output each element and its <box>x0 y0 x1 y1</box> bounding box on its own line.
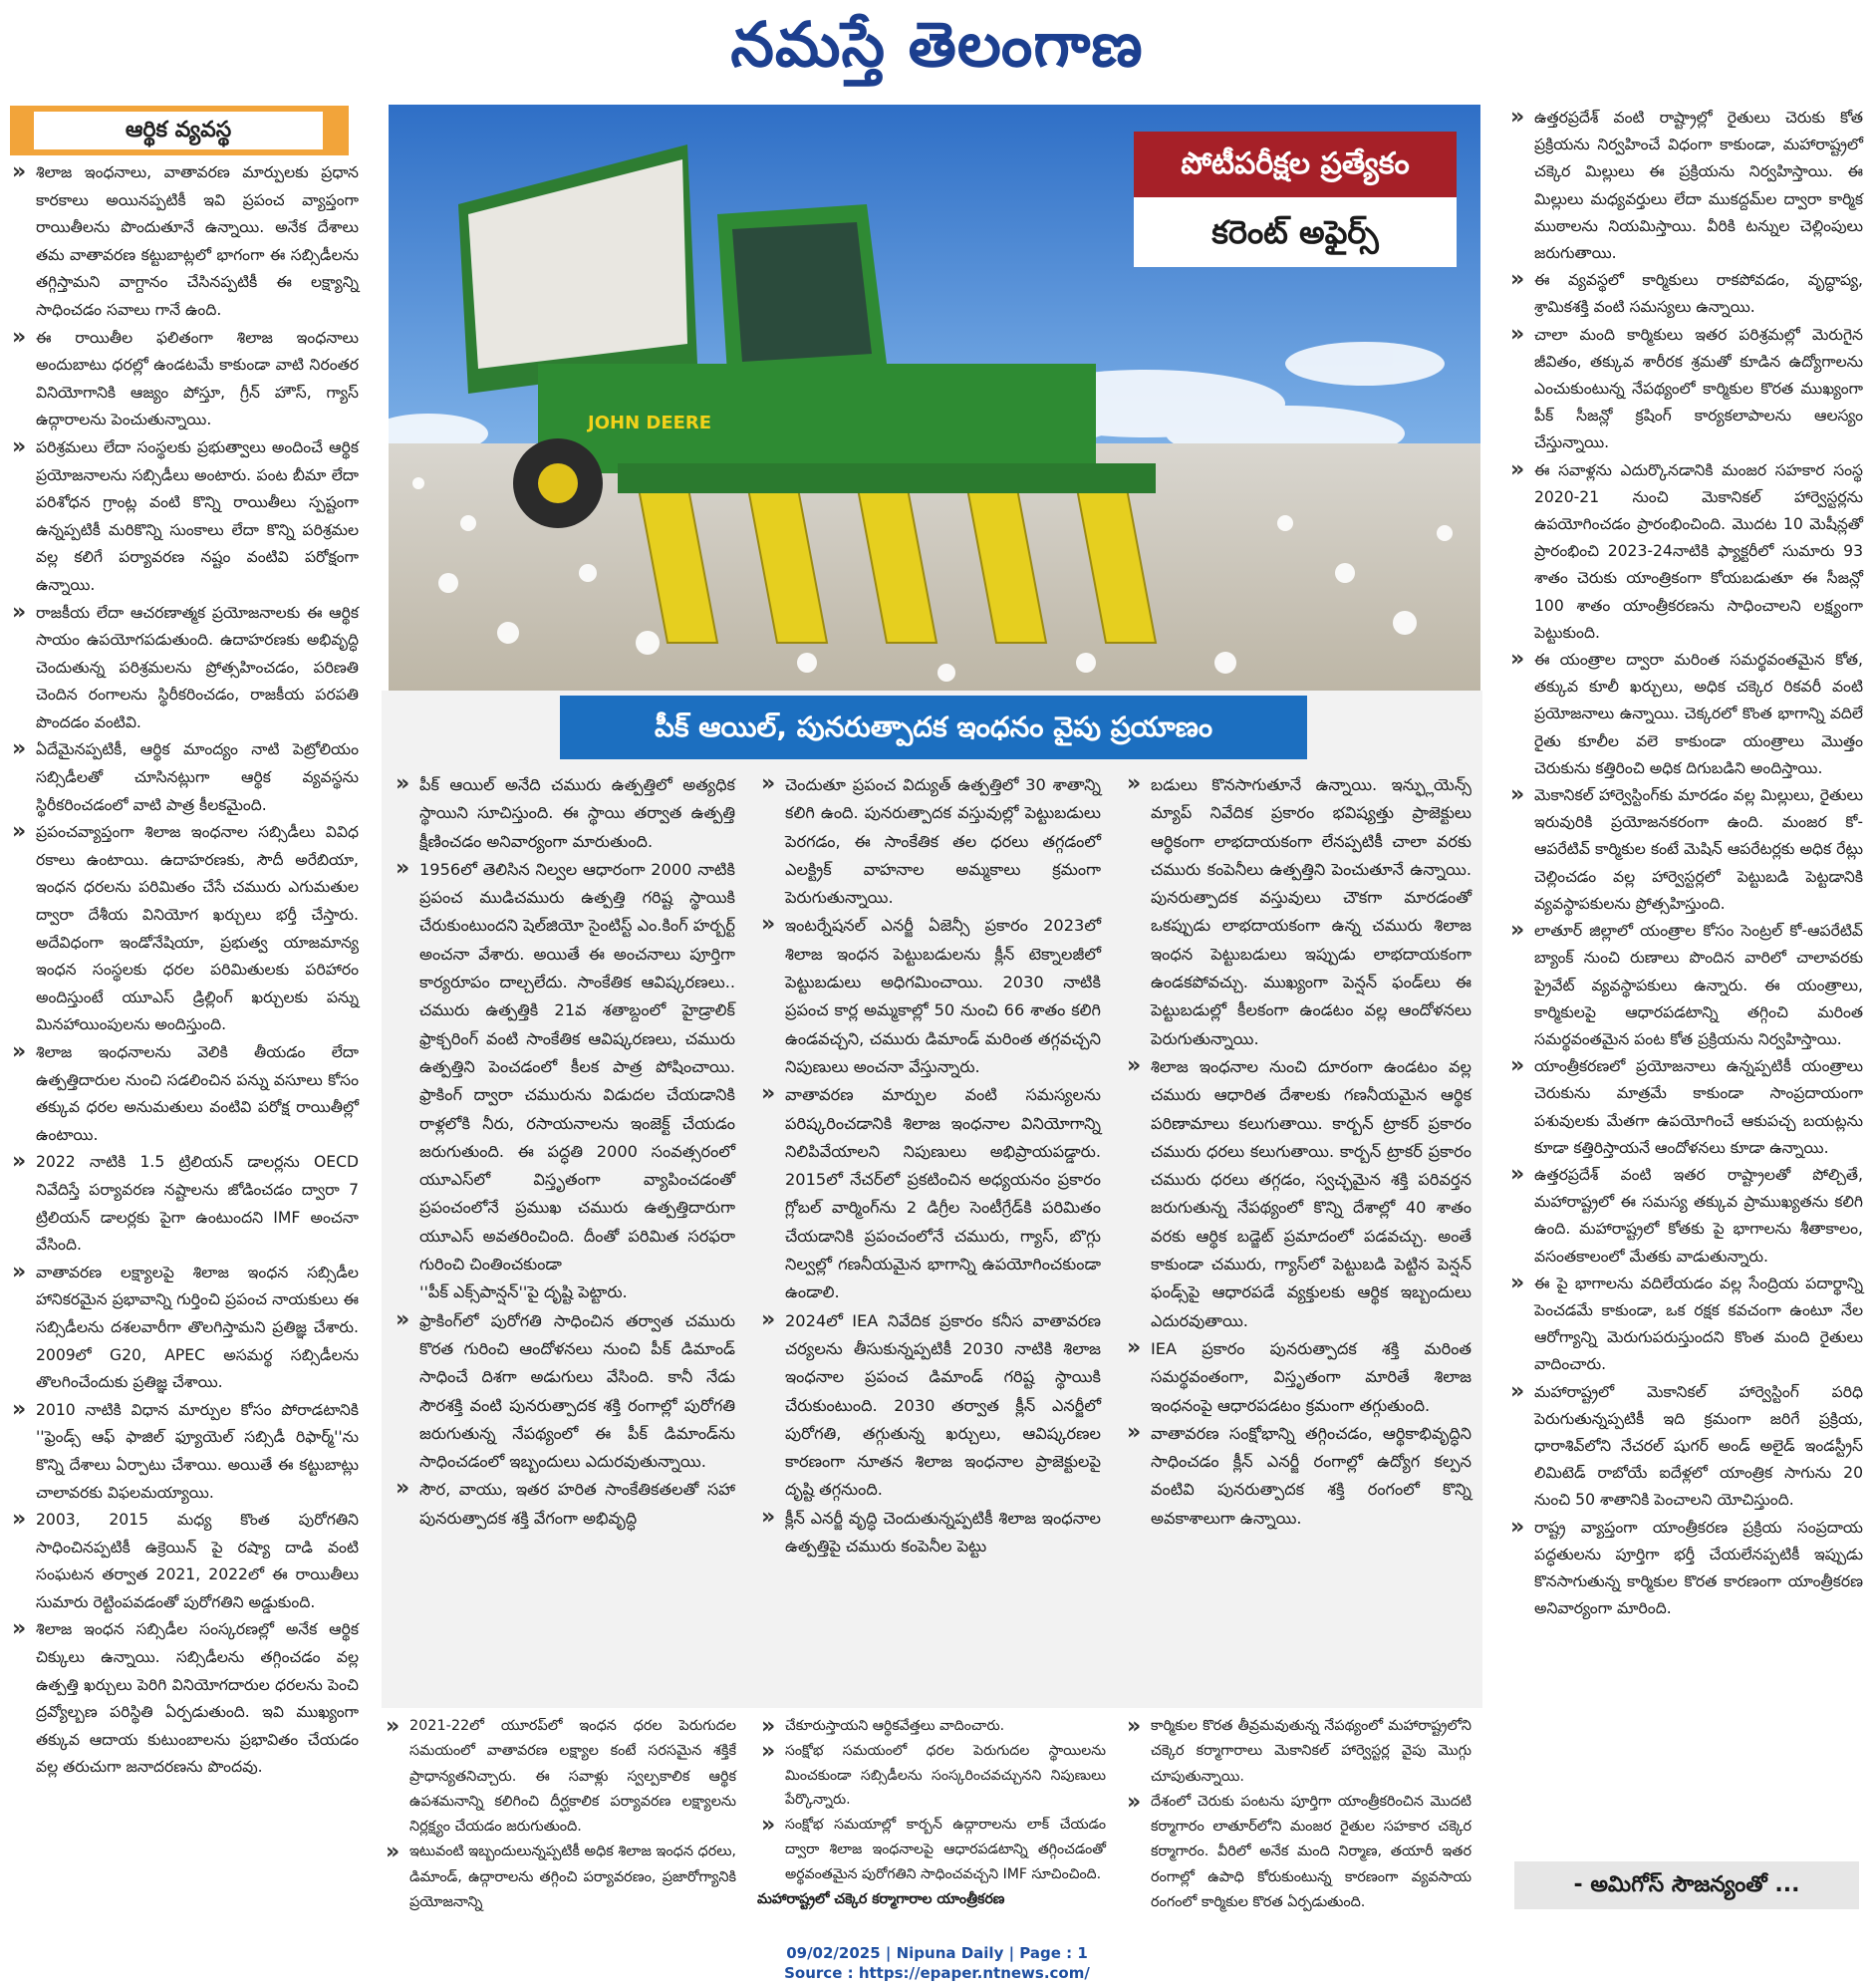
paragraph: » ఏదేమైనప్పటికీ, ఆర్థిక మాంద్యం నాటి పెట్రోలియం సబ్సిడీలతో చూసినట్లుగా ఆర్థిక వ్యవస్థను స్థిరీకరించడంలో వాటి పాత్ర కీలకమైంది. <box>8 736 359 819</box>
paragraph: » ఇటువంటి ఇబ్బందులున్నప్పటికీ అధిక శిలాజ ఇంధన ధరలు, డిమాండ్, ఉద్గారాలను తగ్గించి పర్యావరణం, ప్రజారోగ్యానికి ప్రయోజనాన్ని <box>382 1840 736 1915</box>
paragraph: » ఫ్రాకింగ్‌లో పురోగతి సాధించిన తర్వాత చమురు కొరత గురించి ఆందోళనలు నుంచి పీక్ డిమాండ్ సాధించే దిశగా అడుగులు వేసింది. కానీ నేడు సౌరశక్తి వంటి పునరుత్పాదక శక్తి రంగాల్లో పురోగతి జరుగుతున్న నేపథ్యంలో ఈ పీక్ డిమాండ్‌ను సాధించడంలో ఇబ్బందులు ఎదురవుతున్నాయి. <box>392 1307 735 1477</box>
paragraph: » రాజకీయ లేదా ఆచరణాత్మక ప్రయోజనాలకు ఈ ఆర్థిక సాయం ఉపయోగపడుతుంది. ఉదాహరణకు అభివృద్ధి చెందుతున్న పరిశ్రమలను ప్రోత్సహించడం, పరిణతి చెందిన రంగాలను స్థిరీకరించడం, రాజకీయ పరపతి పొందడం వంటివి. <box>8 600 359 737</box>
paragraph: » ఈ రాయితీల ఫలితంగా శిలాజ ఇంధనాలు అందుబాటు ధరల్లో ఉండటమే కాకుండా వాటి నిరంతర వినియోగానికి ఆజ్యం పోస్తూ, గ్రీన్ హౌస్, గ్యాస్ ఉద్గారాలను పెంచుతున్నాయి. <box>8 325 359 434</box>
article-headline: పీక్ ఆయిల్, పునరుత్పాదక ఇంధనం వైపు ప్రయాణం <box>560 696 1307 759</box>
paragraph: » 1956లో తెలిసిన నిల్వల ఆధారంగా 2000 నాటికి ప్రపంచ ముడిచమురు ఉత్పత్తి గరిష్ట స్థాయికి చేరుకుంటుందని షెల్‌జియో సైంటిస్ట్ ఎం.కింగ్ హర్బర్ట్ అంచనా వేశారు. అయితే ఈ అంచనాలు పూర్తిగా కార్యరూపం దాల్చలేదు. సాంకేతిక ఆవిష్కరణలు.. చమురు ఉత్పత్తికి 21వ శతాబ్దంలో హైడ్రాలిక్ ఫ్రాక్చరింగ్ వంటి సాంకేతిక ఆవిష్కరణలు, చమురు ఉత్పత్తిని పెంచడంలో కీలక పాత్ర పోషించాయి. ఫ్రాకింగ్ ద్వారా చమురును విడుదల చేయడానికి రాళ్లలోకి నీరు, రసాయనాలను ఇంజెక్ట్ చేయడం జరుగుతుంది. ఈ పద్ధతి 2000 సంవత్సరంలో యూఎస్‌లో విస్తృతంగా వ్యాపించడంతో ప్రపంచంలోనే ప్రముఖ చమురు ఉత్పత్తిదారుగా యూఎస్ అవతరించింది. దీంతో పరిమిత సరఫరా గురించి చింతించకుండా <box>392 856 735 1278</box>
paragraph: » ఈ వ్యవస్థలో కార్మికులు రాకపోవడం, వృద్ధాప్య, శ్రామికశక్తి వంటి సమస్యలు ఉన్నాయి. <box>1506 267 1863 321</box>
paragraph: » 2021-22లో యూరప్‌లో ఇంధన ధరల పెరుగుదల సమయంలో వాతావరణ లక్ష్యాల కంటే సరసమైన శక్తికే ప్రాధాన్యతనిచ్చారు. ఈ సవాళ్లు స్వల్పకాలిక ఆర్థిక ఉపశమనాన్ని కలిగించి దీర్ఘకాలిక పర్యావరణ లక్ష్యాలను నిర్లక్ష్యం చేయడం జరుగుతుంది. <box>382 1714 736 1840</box>
paragraph: » శిలాజ ఇంధనాల నుంచి దూరంగా ఉండటం వల్ల చమురు ఆధారిత దేశాలకు గణనీయమైన ఆర్థిక పరిణామాలు కలుగుతాయి. కార్బన్ ట్రాకర్ ప్రకారం చమురు ధరలు కలుగుతాయి. కార్బన్ ట్రాకర్ ప్రకారం చమురు ధరలు తగ్గడం, స్వచ్ఛమైన శక్తి పరివర్తన జరుగుతున్న నేపథ్యంలో కొన్ని దేశాల్లో 40 శాతం వరకు ఆర్థిక బడ్జెట్ ప్రమాదంలో పడవచ్చు. అంతే కాకుండా చమురు, గ్యాస్‌లో పెట్టుబడి పెట్టిన పెన్షన్ ఫండ్స్‌పై ఆధారపడే వ్యక్తులకు ఆర్థిక ఇబ్బందులు ఎదురవుతాయి. <box>1123 1053 1472 1335</box>
article-column-2 <box>757 771 1101 1561</box>
footer-source-line: Source : https://epaper.ntnews.com/ <box>784 1964 1090 1982</box>
paragraph: » ఈ యంత్రాల ద్వారా మరింత సమర్థవంతమైన కోత, తక్కువ కూలీ ఖర్చులు, అధిక చక్కెర రికవరీ వంటి ప్రయోజనాలు ఉన్నాయి. చెక్కరలో కొంత భాగాన్ని వదిలే రైతు కూలీల వలె కాకుండా యంత్రాలు మొత్తం చెరుకును కత్తిరించి అధిక దిగుబడిని అందిస్తాయి. <box>1506 647 1863 782</box>
article-column-1 <box>392 771 735 1533</box>
paragraph: » 2010 నాటికి విధాన మార్పుల కోసం పోరాడటానికి ''ఫ్రెండ్స్ ఆఫ్ ఫాజిల్ ఫ్యూయెల్ సబ్సిడీ రిఫార్మ్''ను కొన్ని దేశాలు ఏర్పాటు చేశాయి. అయితే ఈ కట్టుబాట్లు చాలావరకు విఫలమయ్యాయి. <box>8 1397 359 1507</box>
paragraph: » వాతావరణ సంక్షోభాన్ని తగ్గించడం, ఆర్థికాభివృద్ధిని సాధించడం క్లీన్ ఎనర్జీ రంగాల్లో ఉద్యోగ కల్పన వంటివి పునరుత్పాదక శక్తి రంగంలో కొన్ని అవకాశాలుగా ఉన్నాయి. <box>1123 1420 1472 1533</box>
paragraph: » ఇంటర్నేషనల్ ఎనర్జీ ఏజెన్సీ ప్రకారం 2023లో శిలాజ ఇంధన పెట్టుబడులను క్లీన్ టెక్నాలజీలో పెట్టుబడులు అధిగమించాయి. 2030 నాటికి ప్రపంచ కార్ల అమ్మకాల్లో 50 నుంచి 66 శాతం కలిగి ఉండవచ్చని, చమురు డిమాండ్ మరింత తగ్గవచ్చని నిపుణులు అంచనా వేస్తున్నారు. <box>757 912 1101 1081</box>
lower-column-3 <box>1123 1714 1472 1915</box>
paragraph: » వాతావరణ లక్ష్యాలపై శిలాజ ఇంధన సబ్సిడీల హానికరమైన ప్రభావాన్ని గుర్తించి ప్రపంచ నాయకులు ఈ సబ్సిడీలను దశలవారీగా తొలగిస్తామని ప్రతిజ్ఞ చేశారు. 2009లో G20, APEC అసమర్థ సబ్సిడీలను తొలగించేందుకు ప్రతిజ్ఞ చేశాయి. <box>8 1260 359 1397</box>
sugar-mill-subhead: మహారాష్ట్రలో చక్కెర కర్మాగారాల యాంత్రీకరణ <box>757 1890 1005 1907</box>
paragraph: » చేకూరుస్తాయని ఆర్థికవేత్తలు వాదించారు. <box>757 1714 1106 1739</box>
footer <box>0 1943 1874 1983</box>
paragraph: » 2003, 2015 మధ్య కొంత పురోగతిని సాధించినప్పటికీ ఉక్రెయిన్ పై రష్యా దాడి వంటి సంఘటన తర్వాత 2021, 2022లో ఈ రాయితీలు సుమారు రెట్టింపవడంతో పురోగతిని అడ్డుకుంది. <box>8 1507 359 1616</box>
masthead-title: నమస్తే తెలంగాణ <box>730 8 1144 81</box>
paragraph: » సౌర, వాయు, ఇతర హరిత సాంకేతికతలతో సహా పునరుత్పాదక శక్తి వేగంగా అభివృద్ధి <box>392 1476 735 1533</box>
paragraph: » ఉత్తరప్రదేశ్ వంటి ఇతర రాష్ట్రాలతో పోల్చితే, మహారాష్ట్రలో ఈ సమస్య తక్కువ ప్రాముఖ్యతను కలిగి ఉంది. మహారాష్ట్రలో కోతకు పై భాగాలను శీతాకాలం, వసంతకాలంలో మేతకు వాడుతున్నారు. <box>1506 1162 1863 1271</box>
lower-column-1 <box>382 1714 736 1915</box>
paragraph: » చెందుతూ ప్రపంచ విద్యుత్ ఉత్పత్తిలో 30 శాతాన్ని కలిగి ఉంది. పునరుత్పాదక వస్తువుల్లో పెట్టుబడులు పెరగడం, ఈ సాంకేతిక తల ధరలు తగ్గడంలో ఎలక్ట్రిక్ వాహనాల అమ్మకాలు క్రమంగా పెరుగుతున్నాయి. <box>757 771 1101 912</box>
paragraph: » మెకానికల్ హార్వెస్టింగ్‌కు మారడం వల్ల మిల్లులు, రైతులు ఇరువురికి ప్రయోజనకరంగా ఉంది. మంజర కో-ఆపరేటివ్ కార్మికుల కంటే మెషిన్ ఆపరేటర్లకు అధిక రేట్లు చెల్లించడం వల్ల హార్వెస్టర్లలో పెట్టుబడి పెట్టడానికి వ్యవస్థాపకులను ప్రోత్సహిస్తుంది. <box>1506 782 1863 918</box>
paragraph: » పీక్ ఆయిల్ అనేది చమురు ఉత్పత్తిలో అత్యధిక స్థాయిని సూచిస్తుంది. ఈ స్థాయి తర్వాత ఉత్పత్తి క్షీణించడం అనివార్యంగా మారుతుంది. <box>392 771 735 856</box>
right-column <box>1506 105 1863 1622</box>
paragraph: » 2022 నాటికి 1.5 ట్రిలియన్ డాలర్లను OECD నివేదిస్తే పర్యావరణ నష్టాలను జోడించడం ద్వారా 7 ట్రిలియన్ డాలర్లకు పైగా ఉంటుందని IMF అంచనా వేసింది. <box>8 1149 359 1259</box>
paragraph: » క్లీన్ ఎనర్జీ వృద్ధి చెందుతున్నప్పటికీ శిలాజ ఇంధనాల ఉత్పత్తిపై చమురు కంపెనీల పెట్టు <box>757 1505 1101 1562</box>
paragraph: ''పీక్ ఎక్స్‌పాన్షన్''పై దృష్టి పెట్టారు. <box>419 1282 628 1302</box>
paragraph: » కార్మికుల కొరత తీవ్రమవుతున్న నేపథ్యంలో మహారాష్ట్రలోని చక్కెర కర్మాగారాలు మెకానికల్ హార్వెస్టర్ల వైపు మొగ్గు చూపుతున్నాయి. <box>1123 1714 1472 1790</box>
paragraph: » దేశంలో చెరుకు పంటను పూర్తిగా యాంత్రీకరించిన మొదటి కర్మాగారం లాతూర్‌లోని మంజర రైతుల సహకార చక్కెర కర్మాగారం. వీరిలో అనేక మంది నిర్మాణ, తయారీ ఇతర రంగాల్లో ఉపాధి కోరుకుంటున్న కారణంగా వ్యవసాయ రంగంలో కార్మికుల కొరత ఏర్పడుతుంది. <box>1123 1790 1472 1915</box>
paragraph: » శిలాజ ఇంధనాలు, వాతావరణ మార్పులకు ప్రధాన కారకాలు అయినప్పటికీ ఇవి ప్రపంచ వ్యాప్తంగా రాయితీలను పొందుతూనే ఉన్నాయి. అనేక దేశాలు తమ వాతావరణ కట్టుబాట్లలో భాగంగా ఈ సబ్సిడీలను తగ్గిస్తామని వాగ్దానం చేసినప్పటికీ ఈ లక్ష్యాన్ని సాధించడం సవాలు గానే ఉంది. <box>8 159 359 325</box>
harvester-brand-label: JOHN DEERE <box>588 413 712 433</box>
lower-column-2 <box>757 1714 1106 1911</box>
paragraph: » శిలాజ ఇంధనాలను వెలికి తీయడం లేదా ఉత్పత్తిదారుల నుంచి సడలించిన పన్ను వసూలు కోసం తక్కువ ధరల అనుమతులు వంటివి పరోక్ష రాయితీల్లో ఉంటాయి. <box>8 1039 359 1149</box>
paragraph: » శిలాజ ఇంధన సబ్సిడీల సంస్కరణల్లో అనేక ఆర్థిక చిక్కులు ఉన్నాయి. సబ్సిడీలను తగ్గించడం వల్ల ఉత్పత్తి ఖర్చులు పెరిగి వినియోగదారుల ధరలను పెంచి ద్రవ్యోల్బణ పరిస్థితి ఏర్పడుతుంది. ఇవి ముఖ్యంగా తక్కువ ఆదాయ కుటుంబాలను ప్రభావితం చేయడం వల్ల తరుచుగా జనాదరణను పొందవు. <box>8 1616 359 1782</box>
paragraph: » ప్రపంచవ్యాప్తంగా శిలాజ ఇంధనాల సబ్సిడీలు వివిధ రకాలు ఉంటాయి. ఉదాహరణకు, సౌదీ అరేబియా, ఇంధన ధరలను పరిమితం చేసే చమురు ఎగుమతుల ద్వారా దేశీయ వినియోగ ఖర్చులు భర్తీ చేస్తారు. అదేవిధంగా ఇండోనేషియా, ప్రభుత్వ యాజమాన్య ఇంధన సంస్థలకు ధరల పరిమితులకు పరిహారం అందిస్తుంటే యూఎస్ డ్రిల్లింగ్ ఖర్చులకు పన్ను మినహాయింపులను అందిస్తుంది. <box>8 819 359 1039</box>
paragraph: » సంక్షోభ సమయాల్లో కార్బన్ ఉద్గారాలను లాక్ చేయడం ద్వారా శిలాజ ఇంధనాలపై ఆధారపడటాన్ని తగ్గించడంతో అర్థవంతమైన పురోగతిని సాధించవచ్చని IMF సూచించింది. <box>757 1813 1106 1886</box>
left-column <box>8 159 359 1782</box>
paragraph: » ఈ సవాళ్లను ఎదుర్కొనడానికి మంజర సహకార సంస్థ 2020-21 నుంచి మెకానికల్ హార్వెస్టర్లను ఉపయోగించడం ప్రారంభించింది. మొదట 10 మెషీన్లతో ప్రారంభించి 2023-24నాటికి ఫ్యాక్టరీలో సుమారు 93 శాతం చెరుకు యాంత్రికంగా కోయబడుతూ ఈ సీజన్లో 100 శాతం యాంత్రీకరణను సాధించాలని లక్ష్యంగా పెట్టుకుంది. <box>1506 457 1863 647</box>
paragraph: » సంక్షోభ సమయంలో ధరల పెరుగుదల స్థాయిలను మించకుండా సబ్సిడీలను సంస్కరించవచ్చునని నిపుణులు పేర్కొన్నారు. <box>757 1739 1106 1813</box>
footer-date-line: 09/02/2025 | Nipuna Daily | Page : 1 <box>786 1944 1088 1962</box>
paragraph: » ఈ పై భాగాలను వదిలేయడం వల్ల సేంద్రియ పదార్థాన్ని పెంచడమే కాకుండా, ఒక రక్షక కవచంగా ఉంటూ నేల ఆరోగ్యాన్ని మెరుగుపరుస్తుందని కొంత మంది రైతులు వాదించారు. <box>1506 1271 1863 1379</box>
paragraph: » చాలా మంది కార్మికులు ఇతర పరిశ్రమల్లో మెరుగైన జీవితం, తక్కువ శారీరక శ్రమతో కూడిన ఉద్యోగాలను ఎంచుకుంటున్న నేపథ్యంలో కార్మికుల కొరత ముఖ్యంగా పీక్ సీజన్లో క్రషింగ్ కార్యకలాపాలను ఆలస్యం చేస్తున్నాయి. <box>1506 322 1863 457</box>
paragraph: » 2024లో IEA నివేదిక ప్రకారం కనీస వాతావరణ చర్యలను తీసుకున్నప్పటికీ 2030 నాటికి శిలాజ ఇంధనాల ప్రపంచ డిమాండ్ గరిష్ట స్థాయికి చేరుకుంటుంది. 2030 తర్వాత క్లీన్ ఎనర్జీలో పురోగతి, తగ్గుతున్న ఖర్చులు, ఆవిష్కరణల కారణంగా నూతన శిలాజ ఇంధనాల ప్రాజెక్టులపై దృష్టి తగ్గనుంది. <box>757 1307 1101 1505</box>
paragraph: » మహారాష్ట్రలో మెకానికల్ హార్వెస్టింగ్ పరిధి పెరుగుతున్నప్పటికీ ఇది క్రమంగా జరిగే ప్రక్రియ, ధారాశివ్‌లోని నేచరల్ షుగర్ అండ్ అలైడ్ ఇండస్ట్రీస్ లిమిటెడ్ రాబోయే ఐదేళ్లలో యాంత్రిక సాగును 20 నుంచి 50 శాతానికి పెంచాలని యోచిస్తుంది. <box>1506 1379 1863 1515</box>
paragraph: » IEA ప్రకారం పునరుత్పాదక శక్తి మరింత సమర్థవంతంగా, విస్తృతంగా మారితే శిలాజ ఇంధనంపై ఆధారపడటం క్రమంగా తగ్గుతుంది. <box>1123 1335 1472 1420</box>
paragraph: » రాష్ట్ర వ్యాప్తంగా యాంత్రీకరణ ప్రక్రియ సంప్రదాయ పద్ధతులను పూర్తిగా భర్తీ చేయలేనప్పటికీ ఇప్పుడు కొనసాగుతున్న కార్మికుల కొరత కారణంగా యాంత్రీకరణ అనివార్యంగా మారింది. <box>1506 1515 1863 1623</box>
paragraph: » పరిశ్రమలు లేదా సంస్థలకు ప్రభుత్వాలు అందించే ఆర్థిక ప్రయోజనాలను సబ్సిడీలు అంటారు. పంట బీమా లేదా పరిశోధన గ్రాంట్ల వంటి కొన్ని రాయితీలు స్పష్టంగా ఉన్నప్పటికీ మరికొన్ని సుంకాలు లేదా కొన్ని పరిశ్రమల వల్ల కలిగే పర్యావరణ నష్టం వంటివి పరోక్షంగా ఉన్నాయి. <box>8 434 359 600</box>
exam-special-badge: పోటీపరీక్షల ప్రత్యేకం <box>1134 132 1457 197</box>
paragraph: » బడులు కొనసాగుతూనే ఉన్నాయి. ఇన్ఫ్లుయెన్స్ మ్యాప్ నివేదిక ప్రకారం భవిష్యత్తు ప్రాజెక్టులు ఆర్థికంగా లాభదాయకంగా లేనప్పటికీ చాలా వరకు చమురు కంపెనీలు ఉత్పత్తిని పెంచుతూనే ఉన్నాయి. పునరుత్పాదక వస్తువులు చౌకగా మారడంతో ఒకప్పుడు లాభదాయకంగా ఉన్న చమురు శిలాజ ఇంధన పెట్టుబడులు ఇప్పుడు లాభదాయకంగా ఉండకపోవచ్చు. ముఖ్యంగా పెన్షన్ ఫండ్‌లు ఈ పెట్టుబడుల్లో కీలకంగా ఉండటం వల్ల ఆందోళనలు పెరుగుతున్నాయి. <box>1123 771 1472 1053</box>
current-affairs-badge: కరెంట్ అఫైర్స్ <box>1134 197 1457 267</box>
paragraph: » లాతూర్ జిల్లాలో యంత్రాల కోసం సెంట్రల్ కో-ఆపరేటివ్ బ్యాంక్ నుంచి రుణాలు పొందిన వారిలో చాలావరకు ప్రైవేట్ వ్యవస్థాపకులు ఉన్నారు. ఈ యంత్రాలు, కార్మికులపై ఆధారపడటాన్ని తగ్గించి మరింత సమర్థవంతమైన పంట కోత ప్రక్రియను నిర్వహిస్తాయి. <box>1506 918 1863 1053</box>
section-header <box>10 106 349 155</box>
article-column-3 <box>1123 771 1472 1533</box>
section-title: ఆర్థిక వ్యవస్థ <box>34 112 323 149</box>
paragraph: » యాంత్రీకరణలో ప్రయోజనాలు ఉన్నప్పటికీ యంత్రాలు చెరుకును మాత్రమే కాకుండా సాంప్రదాయంగా పశువులకు మేతగా ఉపయోగించే ఆకుపచ్చ బయట్లను కూడా కత్తిరిస్తాయనే ఆందోళనలు కూడా ఉన్నాయి. <box>1506 1053 1863 1162</box>
credit-line: - అమిగోస్ సౌజన్యంతో ... <box>1514 1861 1859 1909</box>
paragraph: » ఉత్తరప్రదేశ్ వంటి రాష్ట్రాల్లో రైతులు చెరుకు కోత ప్రక్రియను నిర్వహించే విధంగా కాకుండా, మహారాష్ట్రలో చక్కెర మిల్లులు ఈ ప్రక్రియను నిర్వహిస్తాయి. ఈ మిల్లులు మధ్యవర్తులు లేదా ముకద్దమ్‌ల ద్వారా కార్మిక ముఠాలను నియమిస్తాయి. వీరికి టన్నుల చెల్లింపులు జరుగుతాయి. <box>1506 105 1863 267</box>
paragraph: » వాతావరణ మార్పుల వంటి సమస్యలను పరిష్కరించడానికి శిలాజ ఇంధనాల వినియోగాన్ని నిలిపివేయాలని నిపుణులు అభిప్రాయపడ్డారు. 2015లో నేచర్‌లో ప్రకటించిన అధ్యయనం ప్రకారం గ్లోబల్ వార్మింగ్‌ను 2 డిగ్రీల సెంటీగ్రేడ్‌కి పరిమితం చేయడానికి ప్రపంచంలోనే చమురు, గ్యాస్, బొగ్గు నిల్వల్లో గణనీయమైన భాగాన్ని ఉపయోగించకుండా ఉండాలి. <box>757 1081 1101 1306</box>
